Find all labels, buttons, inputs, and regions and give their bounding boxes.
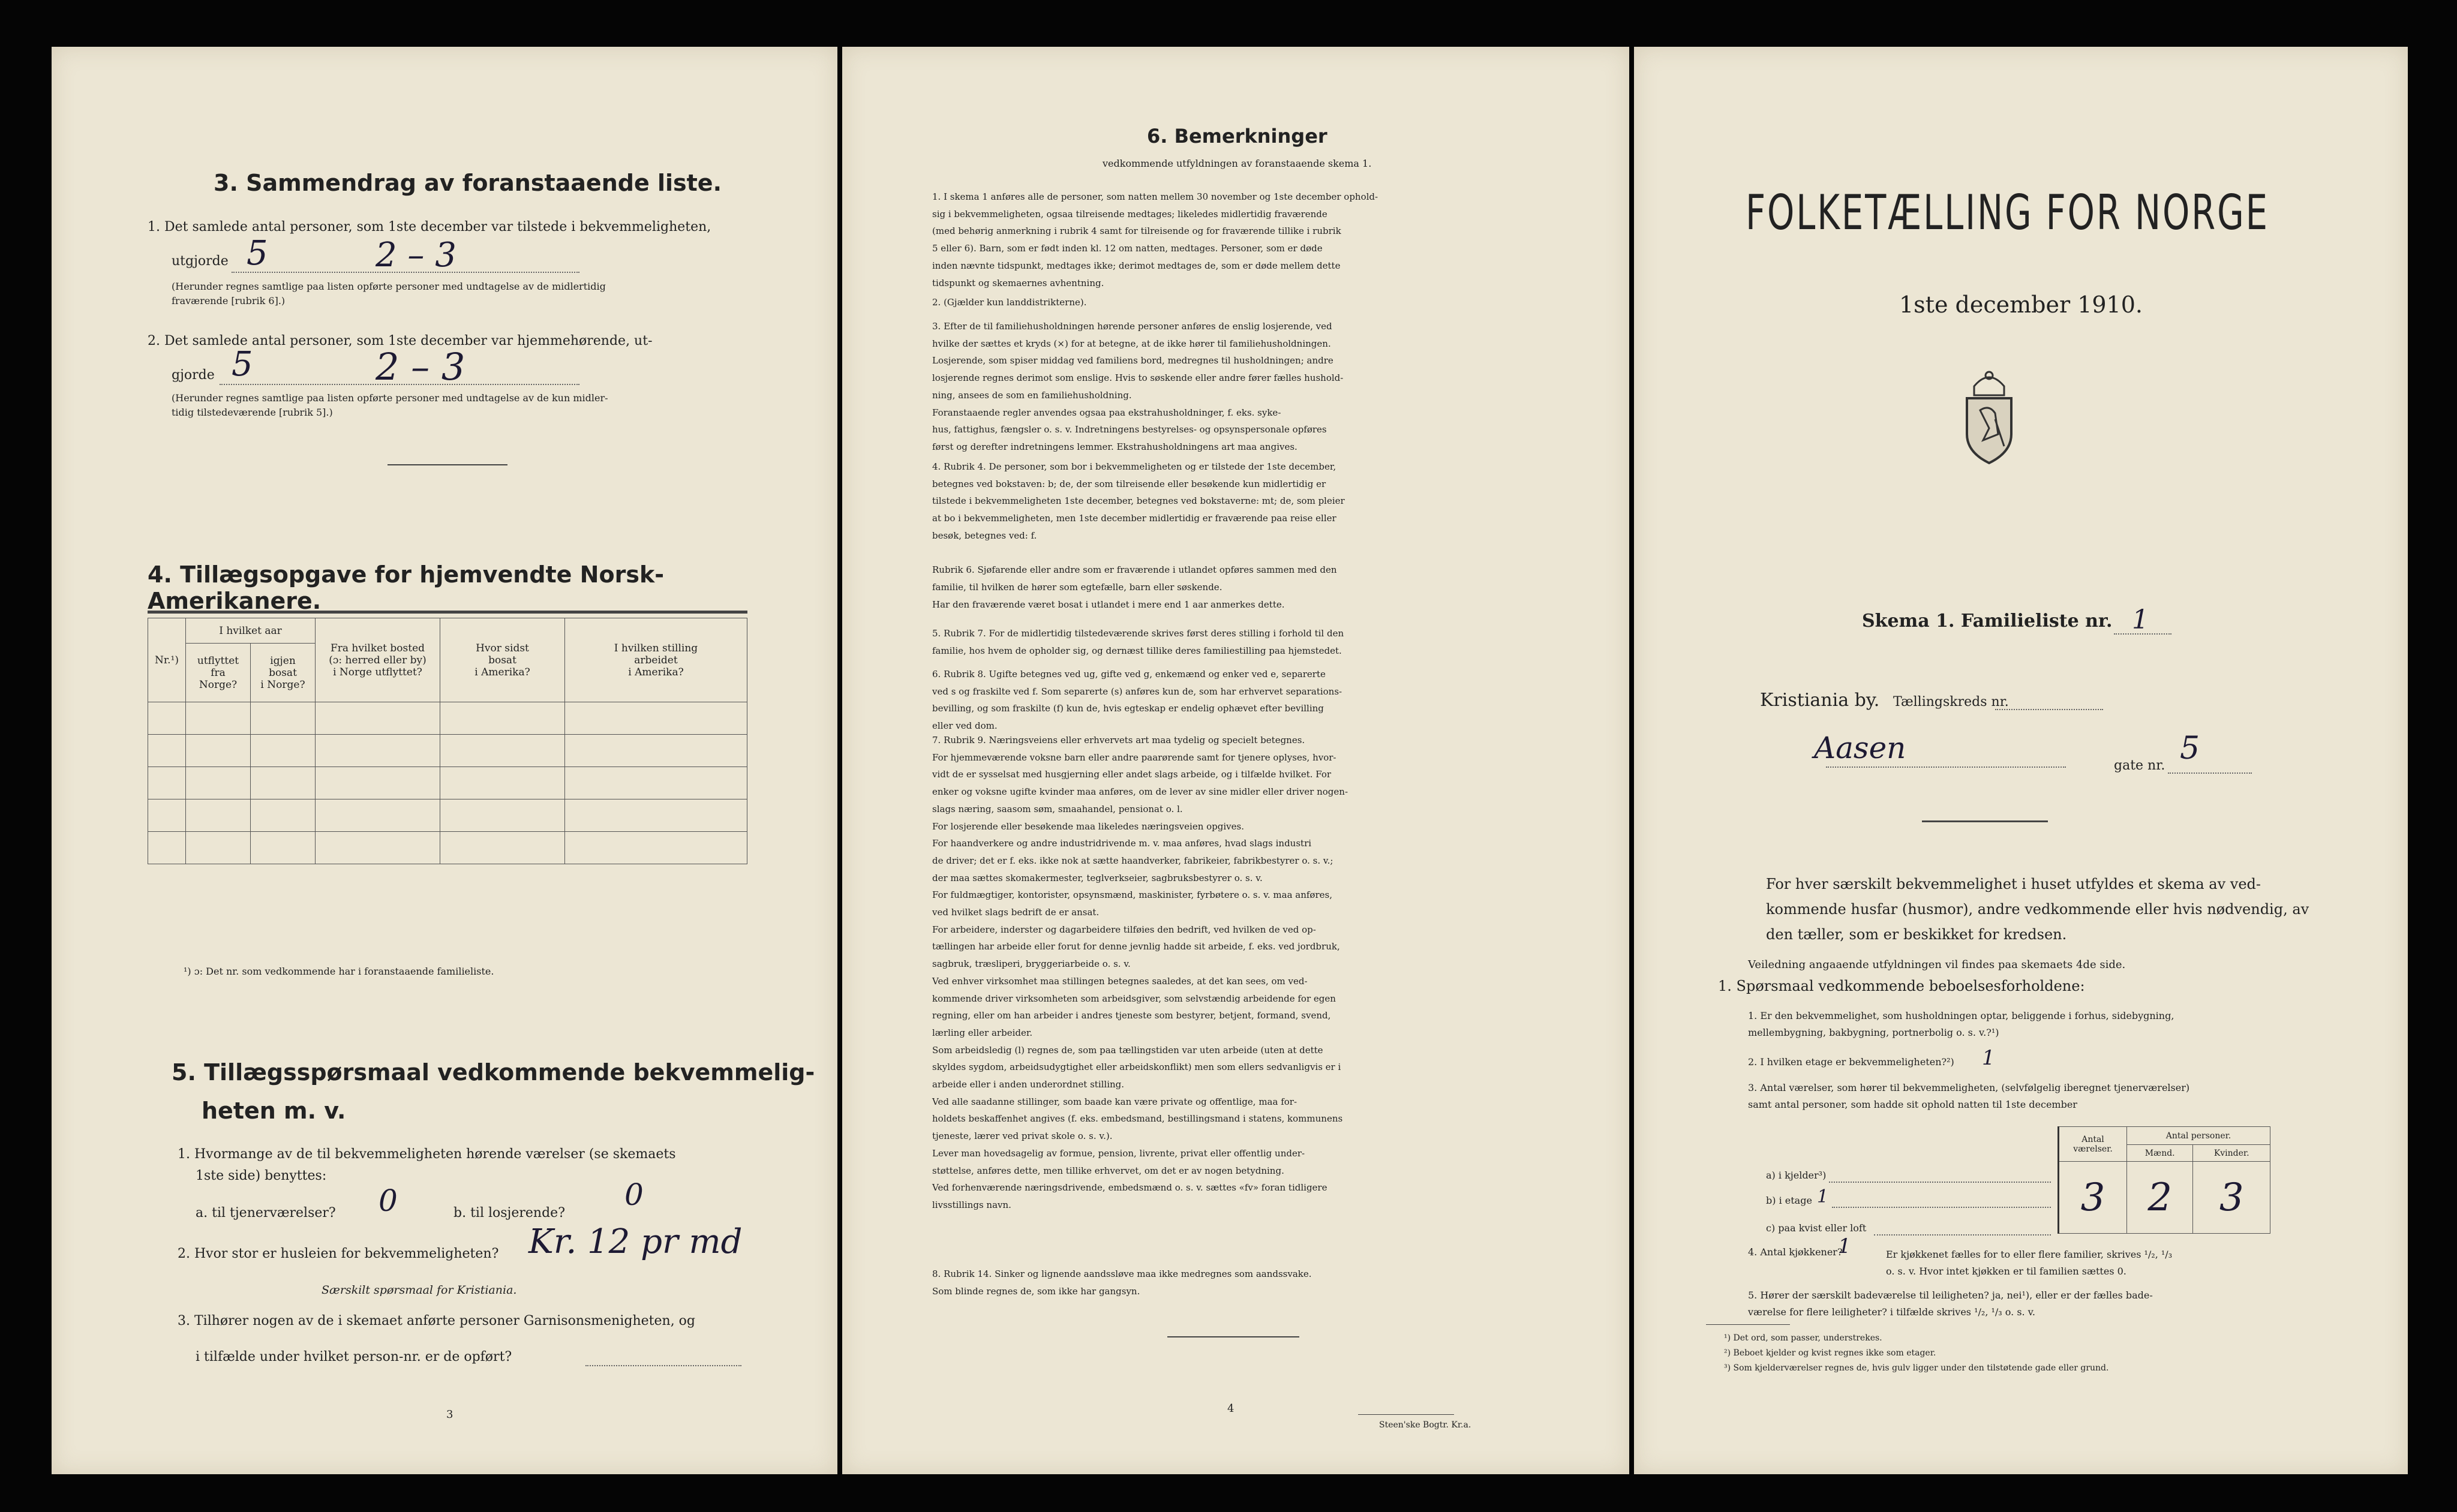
col-igjen-bosat: igjen bosat i Norge? — [251, 644, 316, 702]
s5-q2-hw: Kr. 12 pr md — [528, 1222, 743, 1261]
page-4 — [842, 47, 1629, 1474]
cell-kvinder: 3 — [2193, 1162, 2270, 1234]
q1-5: 5. Hører der særskilt badeværelse til leiligheten? ja, nei¹), eller er der fælles bade- værelse for flere leiligheter? i tilfælde skrives ¹/₂, ¹/₃ o. s. v. — [1748, 1289, 2153, 1318]
q1-3: 3. Antal værelser, som hører til bekvemmeligheten, (selvfølgelig iberegnet tjenerværelser) samt antal personer, som hadde sit ophold natten til 1ste december — [1748, 1082, 2190, 1110]
remark-5: 5. Rubrik 7. For de midlertidig tilstedeværende skrives først deres stilling i forhold til den familie, hos hvem de opholder sig, og dernæst tillike deres familiestilling paa hjemstedet. — [932, 628, 1344, 656]
s3-q2-hw-total: 5 — [232, 345, 253, 384]
s5-q1-a-hw: 0 — [379, 1183, 398, 1218]
city-label: Kristiania by. — [1760, 690, 1880, 711]
section-5-title-2: heten m. v. — [202, 1098, 346, 1124]
guidance-text: Veiledning angaaende utfyldningen vil findes paa skemaets 4de side. — [1748, 958, 2126, 971]
s3-q1-note: (Herunder regnes samtlige paa listen opførte personer med undtagelse av de midlertidig fraværende [rubrik 6].) — [172, 281, 606, 306]
row-etage-label: b) i etage — [1766, 1195, 1812, 1206]
s5-special: Særskilt spørsmaal for Kristiania. — [322, 1283, 517, 1297]
remarks-title: 6. Bemerkninger — [1147, 125, 1327, 148]
remark-2: 2. (Gjælder kun landdistrikterne). — [932, 297, 1087, 308]
s5-q1-b-hw: 0 — [624, 1177, 644, 1212]
col-nr: Nr.¹) — [148, 618, 186, 702]
remark-3: 3. Efter de til familiehusholdningen hørende personer anføres de enslig losjerende, ved hvilke der sættes et kryds (×) for at betegne, at de ikke hører til familiehusholdningen. Losjerende, som spiser middag ved familiens bord, medregnes til husholdningen; andre losjerende regnes derimot som enslige. Hvis to søskende eller andre fører fælles hushold- ning, ansees de som en familiehusholdning. Foranstaaende regler anvendes ogsaa paa ekstrahusholdninger, f. eks. syke- hus, fattighus, fængsler o. s. v. Indretningens bestyrelses- og opsynspersonale opføres først og derefter indretningens lemmer. Ekstrahusholdningens art maa angives. — [932, 321, 1344, 452]
norsk-amerikaner-table — [148, 618, 747, 864]
col-kvinder: Kvinder. — [2193, 1145, 2270, 1162]
s3-q1-label: utgjorde — [172, 254, 229, 269]
printer-mark: Steen'ske Bogtr. Kr.a. — [1379, 1420, 1471, 1430]
gate-hw: 5 — [2180, 731, 2200, 766]
q1-title: 1. Spørsmaal vedkommende beboelsesforholdene: — [1718, 978, 2085, 994]
page-1 — [1634, 47, 2408, 1474]
page-number-4: 4 — [1227, 1402, 1234, 1415]
section-3-title: 3. Sammendrag av foranstaaende liste. — [214, 170, 722, 196]
s3-q2-label: gjorde — [172, 368, 215, 383]
q1-2: 2. I hvilken etage er bekvemmeligheten?²) — [1748, 1056, 1954, 1068]
s3-q2-note: (Herunder regnes samtlige paa listen opførte personer med undtagelse av de kun midler- tidig tilstedeværende [rubrik 5].) — [172, 392, 608, 418]
col-stilling: I hvilken stilling arbeidet i Amerika? — [565, 618, 747, 702]
page-number-3: 3 — [446, 1408, 453, 1421]
q1-4-rest: Er kjøkkenet fælles for to eller flere familier, skrives ¹/₂, ¹/₃ o. s. v. Hvor intet kjøkken er til familien sættes 0. — [1886, 1249, 2173, 1277]
q1-4-hw: 1 — [1838, 1234, 1851, 1258]
remark-6: 6. Rubrik 8. Ugifte betegnes ved ug, gifte ved g, enkemænd og enker ved e, separerte ved s og fraskilte ved f. Som separerte (s) anføres kun de, som har erhvervet separations- bevilling, og som fraskilte (f) kun de, hvis egteskap er endelig ophævet efter bevilling eller ved dom. — [932, 669, 1342, 732]
section-5-title-1: 5. Tillægsspørsmaal vedkommende bekvemmelig- — [172, 1059, 815, 1086]
schema-hw: 1 — [2132, 605, 2149, 635]
col-sidst-bosat: Hvor sidst bosat i Amerika? — [440, 618, 565, 702]
remark-1: 1. I skema 1 anføres alle de personer, som natten mellem 30 november og 1ste december ophold- sig i bekvemmeligheten, ogsaa tilreisende medtages; likeledes midlertidig fraværende (med behørig anmerkning i rubrik 4 samt for tilreisende og for fraværende tillike i rubrik 5 eller 6). Barn, som er født inden kl. 12 om natten, medtages. Personer, som er døde inden nævnte tidspunkt, medtages ikke; derimot medtages de, som er døde mellem dette tidspunkt og skemaernes avhentning. — [932, 191, 1378, 288]
q1-1: 1. Er den bekvemmelighet, som husholdningen optar, beliggende i forhus, sidebygning, mellembygning, bakbygning, portnerbolig o. s. v.?¹) — [1748, 1010, 2174, 1038]
s5-q3-line1: 3. Tilhører nogen av de i skemaet anførte personer Garnisonsmenigheten, og — [178, 1313, 696, 1328]
page-3 — [52, 47, 837, 1474]
s3-q1-hw-total: 5 — [247, 234, 268, 273]
footnote-2: ²) Beboet kjelder og kvist regnes ikke som etager. — [1724, 1348, 1936, 1358]
s3-q2-text: 2. Det samlede antal personer, som 1ste december var hjemmehørende, ut- — [148, 333, 653, 348]
row-kjelder-label: a) i kjelder³) — [1766, 1170, 1827, 1181]
col-hvilket-aar: I hvilket aar — [186, 618, 316, 644]
remark-7: 7. Rubrik 9. Næringsveiens eller erhvervets art maa tydelig og specielt betegnes. For hjemmeværende voksne barn eller andre paarørende samt for tjenere oplyses, hvor- vidt de er sysselsat med husgjerning eller andet slags arbeide, og i tilfælde hvilket. For enker og voksne ugifte kvinder maa anføres, om de lever av sine midler eller driver nogen- slags næring, saasom søm, smaahandel, pensionat o. l. For losjerende eller besøkende maa likeledes næringsveien opgives. For haandverkere og andre industridrivende m. v. maa anføres, hvad slags industri de driver; det er f. eks. ikke nok at sætte haandverker, fabrikeier, fabrikbestyrer o. s. v.; der maa sættes skomakermester, teglverkseier, sagbruksbestyrer o. s. v. For fuldmægtiger, kontorister, opsynsmænd, maskinister, fyrbøtere o. s. v. maa anføres, ved hvilket slags bedrift de er ansat. For arbeidere, inderster og dagarbeidere tilføies den bedrift, ved hvilken de ved op- tællingen har arbeide eller forut for denne jevnlig hadde sit arbeide, f. eks. ved jordbruk, sagbruk, træsliperi, bryggeriarbeide o. s. v. Ved enhver virksomhet maa stillingen betegnes saaledes, at det kan sees, om ved- kommende driver virksomheten som arbeidsgiver, som selvstændig arbeidende for egen regning, eller om han arbeider i andres tjeneste som bestyrer, betjent, formand, svend, lærling eller arbeider. Som arbeidsledig (l) regnes de, som paa tællingstiden var uten arbeide (uten at dette skyldes sygdom, arbeidsudygtighet eller arbeidskonflikt) men som ellers sedvanligvis er i arbeide eller i anden underordnet stilling. Ved alle saadanne stillinger, som baade kan være private og offentlige, maa for- holdets beskaffenhet angives (f. eks. embedsmand, bestillingsmand i statens, kommunens tjeneste, lærer ved privat skole o. s. v.). Lever man hovedsagelig av formue, pension, livrente, privat eller offentlig under- støttelse, anføres dette, men tillike erhvervet, om det er av nogen betydning. Ved forhenværende næringsdrivende, embedsmænd o. s. v. sættes «fv» foran tidligere livsstillings navn. — [932, 735, 1348, 1210]
s5-q2: 2. Hvor stor er husleien for bekvemmeligheten? — [178, 1246, 499, 1261]
remark-4: 4. Rubrik 4. De personer, som bor i bekvemmeligheten og er tilstede der 1ste december, betegnes ved bokstaven: b; de, der som tilreisende eller besøkende kun midlertidig er tilstede i bekvemmeligheten 1ste december, betegnes ved bokstaverne: mt; de, som pleier at bo i bekvemmeligheten, men 1ste december midlertidig er fraværende paa reise eller besøk, betegnes ved: f. Rubrik 6. Sjøfarende eller andre som er fraværende i utlandet opføres sammen med den familie, til hvilken de hører som egtefælle, barn eller søskende. Har den fraværende været bosat i utlandet i mere end 1 aar anmerkes dette. — [932, 461, 1345, 610]
form-title: FOLKETÆLLING FOR NORGE — [1746, 185, 2269, 241]
s5-q3-line2: i tilfælde under hvilket person-nr. er de opført? — [196, 1349, 512, 1364]
col-bosted: Fra hvilket bosted (ɔ: herred eller by) i Norge utflyttet? — [316, 618, 440, 702]
remark-8: 8. Rubrik 14. Sinker og lignende aandssløve maa ikke medregnes som aandssvake. Som blinde regnes de, som ikke har gangsyn. — [932, 1268, 1312, 1297]
col-maend: Mænd. — [2127, 1145, 2193, 1162]
rooms-persons-table — [2057, 1126, 2270, 1234]
kreds-label: Tællingskreds nr. — [1893, 695, 2009, 710]
s5-q1-line2: 1ste side) benyttes: — [196, 1168, 327, 1183]
col-vaerelser: Antal værelser. — [2059, 1127, 2127, 1162]
gate-label: gate nr. — [2114, 758, 2165, 773]
s3-q1-hw-split: 2 – 3 — [376, 236, 456, 275]
row-kvist-label: c) paa kvist eller loft — [1766, 1222, 1867, 1234]
intro-text: For hver særskilt bekvemmelighet i huset utfyldes et skema av ved- kommende husfar (husmor), andre vedkommende eller hvis nødvendig, av den tæller, som er beskikket for kredsen. — [1766, 876, 2309, 943]
s3-q1-text: 1. Det samlede antal personer, som 1ste december var tilstede i bekvemmeligheten, — [148, 220, 711, 235]
q1-2-hw: 1 — [1982, 1046, 1995, 1070]
street-hw: Aasen — [1814, 731, 1906, 765]
s5-q1-b: b. til losjerende? — [453, 1206, 565, 1221]
col-personer: Antal personer. — [2127, 1127, 2270, 1145]
schema-label: Skema 1. Familieliste nr. — [1862, 611, 2113, 632]
row-etage-hw: 1 — [1817, 1186, 1829, 1207]
cell-maend: 2 — [2127, 1162, 2193, 1234]
s5-q1-line1: 1. Hvormange av de til bekvemmeligheten hørende værelser (se skemaets — [178, 1147, 676, 1162]
coat-of-arms-icon — [1956, 362, 2022, 464]
form-date: 1ste december 1910. — [1899, 291, 2143, 318]
footnote-1: ¹) Det ord, som passer, understrekes. — [1724, 1333, 1882, 1343]
q1-4: 4. Antal kjøkkener? — [1748, 1246, 1843, 1258]
remarks-subtitle: vedkommende utfyldningen av foranstaaende skema 1. — [1103, 158, 1372, 169]
cell-vaerelser: 3 — [2059, 1162, 2127, 1234]
s5-q1-a: a. til tjenerværelser? — [196, 1206, 336, 1221]
s3-q2-hw-split: 2 – 3 — [376, 345, 465, 389]
section-4-title: 4. Tillægsopgave for hjemvendte Norsk-Amerikanere. — [148, 561, 664, 614]
s4-footnote: ¹) ɔ: Det nr. som vedkommende har i foranstaaende familieliste. — [184, 966, 494, 977]
footnote-3: ³) Som kjelderværelser regnes de, hvis gulv ligger under den tilstøtende gade eller grund. — [1724, 1363, 2109, 1373]
col-utflyttet: utflyttet fra Norge? — [186, 644, 251, 702]
